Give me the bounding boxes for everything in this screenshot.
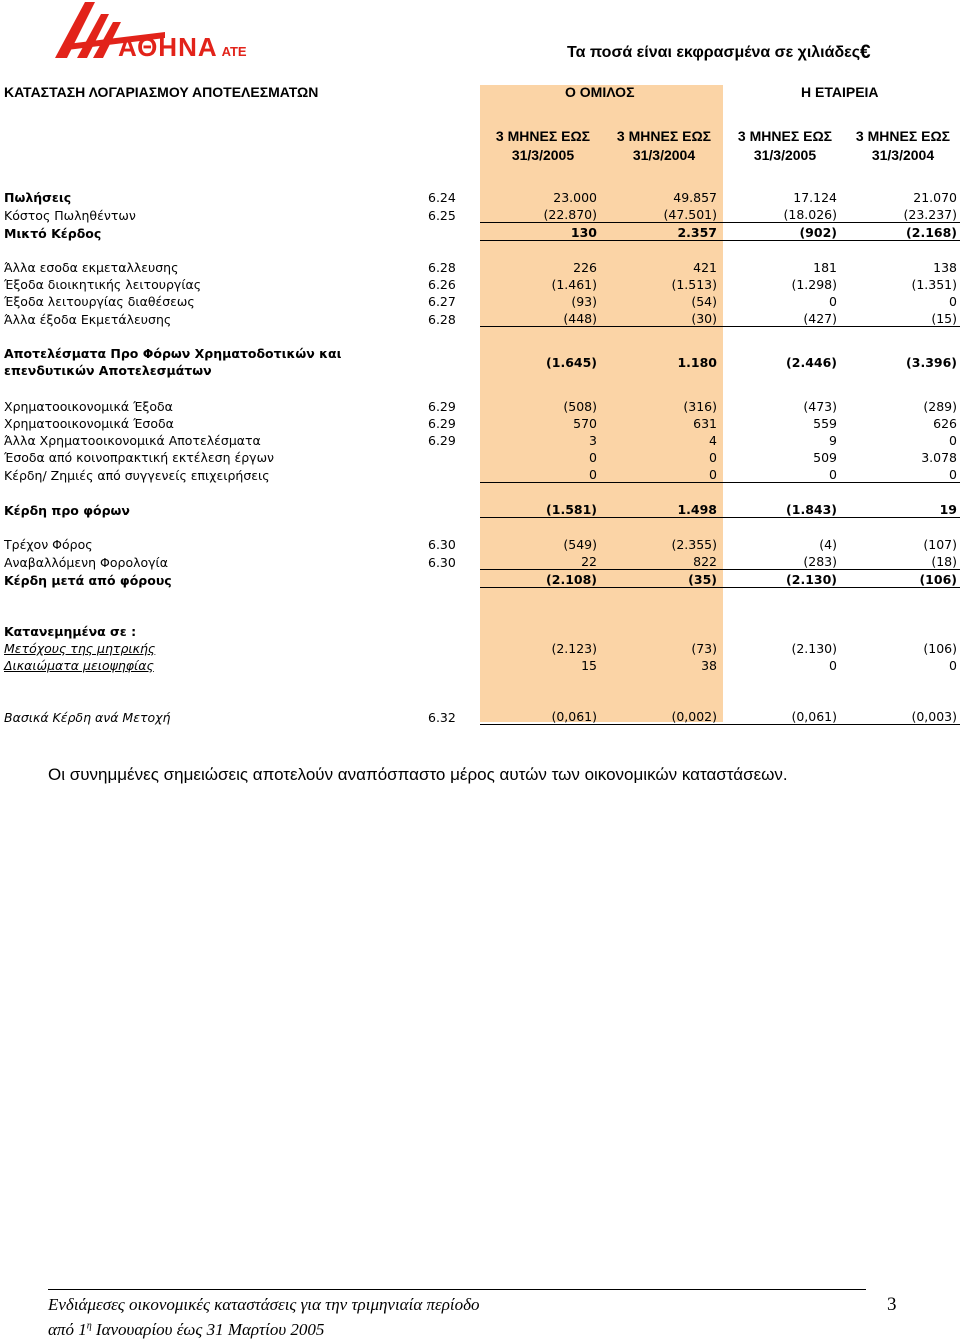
value-cell: (1.298) <box>791 277 837 292</box>
value-cell: 822 <box>600 552 720 570</box>
row-label: Κατανεμημένα σε : <box>4 624 137 639</box>
row-note: 6.28 <box>428 260 456 275</box>
value-cell: 0 <box>840 465 960 483</box>
value-cell: 0 <box>949 658 957 673</box>
disclaimer-text: Οι συνημμένες σημειώσεις αποτελούν αναπόσπαστο μέρος αυτών των οικονομικών καταστάσεων. <box>48 765 788 784</box>
row-label-text: Δικαιώματα μειοψηφίας <box>4 658 154 673</box>
table-row <box>0 622 960 639</box>
value-cell: 421 <box>693 260 717 275</box>
value-cell: 181 <box>813 260 837 275</box>
value-cell: (1.513) <box>671 277 717 292</box>
table-row <box>0 397 960 414</box>
table-row <box>0 309 960 327</box>
value-cell: (1.461) <box>551 277 597 292</box>
value-cell: 38 <box>701 658 717 673</box>
row-note <box>428 448 480 465</box>
logo-suffix: ΑΤΕ <box>221 44 247 59</box>
value-cell: 0 <box>829 658 837 673</box>
value-cell: (2.355) <box>671 537 717 552</box>
value-cell: 0 <box>600 465 720 483</box>
footer-line2-sup: η <box>86 1320 92 1332</box>
value-cell: (35) <box>600 570 720 588</box>
row-note: 6.24 <box>428 190 456 205</box>
value-cell: (2.446) <box>786 354 837 370</box>
value-cell: 19 <box>840 500 960 518</box>
row-note: 6.30 <box>428 554 456 570</box>
table-row <box>0 570 960 588</box>
value-cell: (18.026) <box>720 205 840 223</box>
row-note: 6.26 <box>428 277 456 292</box>
row-label: Άλλα έξοδα Εκμετάλευσης <box>4 311 172 327</box>
row-note <box>428 656 480 673</box>
value-cell: (427) <box>720 309 840 327</box>
company-header: Η ΕΤΑΙΡΕΙΑ <box>801 84 879 100</box>
value-cell: 570 <box>573 416 597 431</box>
value-cell: 626 <box>933 416 957 431</box>
row-note: 6.25 <box>428 207 456 223</box>
row-note: 6.30 <box>428 537 456 552</box>
column-header-company-2005 <box>725 127 845 165</box>
footer-line2 <box>48 1320 324 1340</box>
row-note: 6.29 <box>428 399 456 414</box>
value-cell: 0 <box>829 294 837 309</box>
row-label: Κέρδη/ Ζημιές από συγγενείς επιχειρήσεις <box>4 467 270 483</box>
table-row <box>0 535 960 552</box>
spacer-row <box>0 588 960 606</box>
value-cell: (106) <box>840 570 960 588</box>
value-cell: (283) <box>720 552 840 570</box>
value-cell: 130 <box>480 223 600 241</box>
value-cell: (902) <box>720 223 840 241</box>
table-row <box>0 448 960 465</box>
spacer-row <box>0 483 960 501</box>
value-cell: (2.168) <box>840 223 960 241</box>
value-cell: 0 <box>480 465 600 483</box>
value-cell: (18) <box>840 552 960 570</box>
spacer-row <box>0 518 960 536</box>
value-cell: 3 <box>589 433 597 448</box>
column-header-company-2004 <box>843 127 960 165</box>
table-row <box>0 188 960 205</box>
column-header-line2: 31/3/2004 <box>632 147 696 163</box>
row-label: Πωλήσεις <box>4 190 72 205</box>
row-label: Μικτό Κέρδος <box>4 225 102 241</box>
row-label: Έξοδα λειτουργίας διαθέσεως <box>4 294 195 309</box>
value-cell: (289) <box>923 399 957 414</box>
value-cell: (473) <box>803 399 837 414</box>
column-header-line1: 3 ΜΗΝΕΣ ΕΩΣ <box>855 128 951 144</box>
spacer-row <box>0 690 960 707</box>
row-label: Άλλα Χρηματοοικονομικά Αποτελέσματα <box>4 433 261 448</box>
spacer-row <box>0 327 960 345</box>
value-cell: (54) <box>691 294 717 309</box>
spacer-row <box>0 380 960 397</box>
value-cell: (15) <box>840 309 960 327</box>
value-cell: (2.123) <box>551 641 597 656</box>
row-label-line1: Αποτελέσματα Προ Φόρων Χρηματοδοτικών και <box>4 346 342 361</box>
value-cell: (448) <box>480 309 600 327</box>
unit-note: Τα ποσά είναι εκφρασμένα σε χιλιάδες <box>567 44 861 61</box>
value-cell: 509 <box>813 450 837 465</box>
row-note: 6.28 <box>428 311 456 327</box>
value-cell: (1.351) <box>911 277 957 292</box>
row-label: Βασικά Κέρδη ανά Μετοχή <box>4 709 171 725</box>
value-cell: 2.357 <box>600 223 720 241</box>
value-cell: (316) <box>683 399 717 414</box>
table-row <box>0 639 960 656</box>
column-header-line1: 3 ΜΗΝΕΣ ΕΩΣ <box>737 128 833 144</box>
value-cell: (0,003) <box>840 707 960 725</box>
value-cell: (0,002) <box>600 707 720 725</box>
row-note <box>428 465 480 483</box>
table-row <box>0 344 960 380</box>
value-cell: (4) <box>819 537 837 552</box>
row-label: Χρηματοοικονομικά Έσοδα <box>4 416 174 431</box>
row-note <box>428 639 480 656</box>
row-note: 6.27 <box>428 294 456 309</box>
value-cell: (23.237) <box>840 205 960 223</box>
value-cell: (549) <box>563 537 597 552</box>
value-cell: (73) <box>691 641 717 656</box>
value-cell: (93) <box>571 294 597 309</box>
table-row <box>0 275 960 292</box>
table-row <box>0 431 960 448</box>
row-label-text: Μετόχους της μητρικής <box>4 641 156 656</box>
table-row <box>0 656 960 673</box>
value-cell: (30) <box>600 309 720 327</box>
value-cell: 49.857 <box>673 190 717 205</box>
value-cell: 4 <box>709 433 717 448</box>
spacer-row <box>0 605 960 622</box>
footer-line2-end: Ιανουαρίου έως 31 Μαρτίου 2005 <box>91 1320 325 1339</box>
euro-symbol: € <box>860 42 871 63</box>
value-cell: 3.078 <box>921 450 957 465</box>
value-cell: (1.645) <box>546 354 597 370</box>
value-cell: 0 <box>949 433 957 448</box>
column-header-line1: 3 ΜΗΝΕΣ ΕΩΣ <box>495 128 591 144</box>
table-row <box>0 205 960 223</box>
value-cell: (107) <box>923 537 957 552</box>
row-label: Άλλα εσοδα εκμεταλλευσης <box>4 260 179 275</box>
row-note <box>428 622 480 639</box>
value-cell: 0 <box>709 450 717 465</box>
value-cell: 559 <box>813 416 837 431</box>
income-statement-table <box>0 188 960 725</box>
logo-name: ΑΘΗΝΑ <box>118 32 218 62</box>
table-row <box>0 465 960 483</box>
value-cell: (0,061) <box>720 707 840 725</box>
value-cell: 138 <box>933 260 957 275</box>
value-cell: (0,061) <box>480 707 600 725</box>
value-cell: (47.501) <box>600 205 720 223</box>
value-cell: (508) <box>563 399 597 414</box>
row-note: 6.29 <box>428 433 456 448</box>
row-label-line2: επενδυτικών Αποτελεσμάτων <box>4 363 212 378</box>
value-cell: (1.581) <box>480 500 600 518</box>
value-cell: 9 <box>829 433 837 448</box>
footer-line1: Ενδιάμεσες οικονομικές καταστάσεις για την τριμηνιαία περίοδο <box>48 1295 480 1314</box>
page-number: 3 <box>887 1294 897 1315</box>
row-note <box>428 500 480 518</box>
value-cell: (3.396) <box>906 354 957 370</box>
table-row <box>0 223 960 241</box>
row-label: Τρέχον Φόρος <box>4 537 93 552</box>
value-cell: 22 <box>480 552 600 570</box>
column-header-line1: 3 ΜΗΝΕΣ ΕΩΣ <box>616 128 712 144</box>
value-cell: (106) <box>923 641 957 656</box>
footer-line2-start: από 1 <box>48 1320 87 1339</box>
footer-divider <box>48 1289 866 1290</box>
column-header-line2: 31/3/2005 <box>511 147 575 163</box>
value-cell: 17.124 <box>793 190 837 205</box>
value-cell: (2.130) <box>791 641 837 656</box>
value-cell: 1.498 <box>600 500 720 518</box>
value-cell: 0 <box>589 450 597 465</box>
column-header-group-2004 <box>604 127 724 165</box>
value-cell: 1.180 <box>677 354 717 370</box>
table-row <box>0 258 960 275</box>
table-row <box>0 552 960 570</box>
value-cell: (2.108) <box>480 570 600 588</box>
column-header-line2: 31/3/2005 <box>753 147 817 163</box>
value-cell: 226 <box>573 260 597 275</box>
table-row <box>0 414 960 431</box>
row-note: 6.29 <box>428 416 456 431</box>
table-row <box>0 292 960 309</box>
row-label <box>0 639 428 656</box>
row-label: Έξοδα διοικητικής λειτουργίας <box>4 277 202 292</box>
column-header-line2: 31/3/2004 <box>871 147 935 163</box>
table-row <box>0 500 960 518</box>
value-cell: (1.843) <box>720 500 840 518</box>
row-label: Έσοδα από κοινοπρακτική εκτέλεση έργων <box>4 450 275 465</box>
statement-title: ΚΑΤΑΣΤΑΣΗ ΛΟΓΑΡΙΑΣΜΟΥ ΑΠΟΤΕΛΕΣΜΑΤΩΝ <box>4 84 319 100</box>
row-label <box>0 344 428 380</box>
row-note <box>428 570 480 588</box>
table-row <box>0 707 960 725</box>
row-label: Αναβαλλόμενη Φορολογία <box>4 554 169 570</box>
row-label <box>0 656 428 673</box>
spacer-row <box>0 673 960 690</box>
value-cell: 0 <box>720 465 840 483</box>
row-note <box>428 223 480 241</box>
value-cell: 23.000 <box>553 190 597 205</box>
spacer-row <box>0 241 960 259</box>
value-cell: 21.070 <box>913 190 957 205</box>
value-cell: (2.130) <box>720 570 840 588</box>
row-label: Κέρδη προ φόρων <box>4 502 130 518</box>
row-note: 6.32 <box>428 709 456 725</box>
value-cell: 0 <box>949 294 957 309</box>
value-cell: 631 <box>693 416 717 431</box>
row-label: Κόστος Πωληθέντων <box>4 207 136 223</box>
column-header-group-2005 <box>483 127 603 165</box>
row-label: Χρηματοοικονομικά Έξοδα <box>4 399 173 414</box>
value-cell: (22.870) <box>480 205 600 223</box>
row-note <box>428 344 480 380</box>
row-label: Κέρδη μετά από φόρους <box>4 572 172 588</box>
group-header: Ο ΟΜΙΛΟΣ <box>565 84 635 100</box>
company-logo <box>55 0 265 64</box>
value-cell: 15 <box>581 658 597 673</box>
